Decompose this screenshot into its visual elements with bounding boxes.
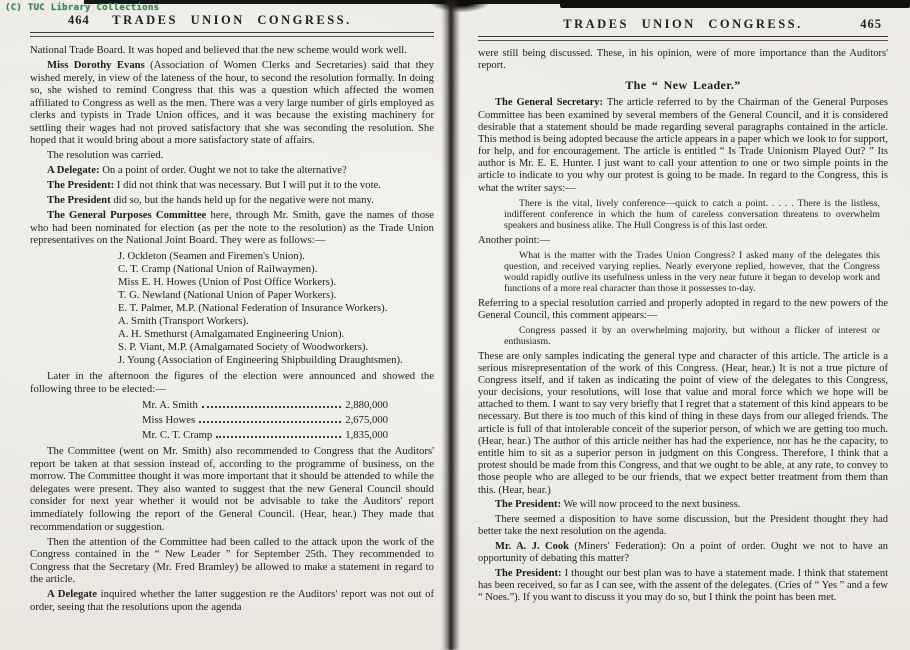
paragraph-text: inquired whether the latter suggestion re the Auditors' report was not out of order, seeing that the resolutions upon the agenda [30,588,435,613]
paragraph-text: here, through Mr. Smith, gave the names of those who had been nominated for election (as per the note to the resolution) as the Trade Union representatives on the National Joint Board. They were as follows:— [30,209,435,247]
page-left [16,0,442,650]
election-row [142,413,388,428]
election-results [142,398,388,443]
paragraph [478,298,888,322]
dot-leader [216,428,341,438]
paragraph [478,235,888,247]
page-number-right: 465 [860,17,882,31]
paragraph [478,48,888,72]
paragraph-text: These are only samples indicating the general type and character of this article. The article is a serious misrepresentation of the work of this Congress. (Hear, hear.) It is not a true picture of Congress itself, and if taken as indicating the point of view of the delegates to this Congress, your decisions, your resolutions, will lose that value and moral force which we hope will be attached to them. I want to say very briefly that I regret that a statement of this kind appears to be necessary. But there is too much of this kind of thing in these days from our alleged friends. The article is full of that intolerable conceit of the superior person, of which we are getting too much. (Hear, hear.) The author of this article neither has had the experience, nor has he the capacity, to entitle him to sit as a superior person in judgment on this Congress. Therefore, I think that a protest should be made from this Congress, and that we ought to be able, at any rate, to convey to those people who are alleged to be our friends, that we expect better treatment from them than this. (Hear, hear.) [478,350,888,496]
speaker-lead: The General Purposes Committee [47,209,207,222]
candidate-name: Mr. A. Smith [142,398,198,411]
block-quote: Congress passed it by an overwhelming majority, but without a flicker of interest or enthusiasm. [504,325,880,348]
vote-count: 1,835,000 [345,428,388,441]
speaker-lead: The President [47,194,111,207]
dot-leader [202,398,341,408]
paragraph-text: Later in the afternoon the figures of the election were announced and showed the following three to be elected:— [30,370,434,395]
page-number-left: 464 [68,13,90,27]
paragraph-text: were still being discussed. These, in his opinion, were of more importance than the Auditors' report. [478,48,888,72]
paragraph [478,351,888,497]
paragraph [30,179,434,192]
paragraph-text: I thought our best plan was to have a statement made. I think that statement has been received, so far as I can see, with the assent of the delegates. (Cries of “ Yes ” and a few “ Noes.”). If you want to discuss it you may do so, but I think the point has been met. [478,567,888,603]
page-gutter-line [449,0,453,650]
paragraph [478,568,888,605]
paragraph-text: There seemed a disposition to have some discussion, but the President thought they had better take the next resolution on the agenda. [478,513,888,538]
paragraph-text: Then the attention of the Committee had been called to the attack upon the work of the Congress contained in the “ New Leader ” for September 25th. They recommended to Congress that the Secretary (Mr. Fred Bramley) be allowed to make a statement in regard to the article. [30,535,434,586]
paragraph-text: did so, but the hands held up for the negative were not many. [110,194,374,207]
block-quote: What is the matter with the Trades Union Congress? I asked many of the delegates this question, and received varying replies. Nearly everyone replied, however, that the Congress would rapidly outlive its usefulness unless in the very near future it began to develop work and functions of a more real character than those it possesses to-day. [504,249,880,295]
list-item: A. H. Smethurst (Amalgamated Engineering Union). [118,328,345,341]
speaker-lead: A Delegate: [47,164,100,177]
paragraph-text: Referring to a special resolution carried and properly adopted in regard to the new powers of the General Council, this comment appears:— [478,297,888,321]
list-item: T. G. Newland (National Union of Paper Workers). [118,288,337,301]
section-heading: The “ New Leader.” [625,78,741,93]
election-row [142,398,388,413]
list-item: J. Ockleton (Seamen and Firemen's Union). [118,249,305,262]
paragraph [478,499,888,511]
speaker-lead: The President: [47,179,115,192]
page-right [466,0,902,650]
paragraph-text: I did not think that was necessary. But I will put it to the vote. [114,179,381,192]
paragraph-text: (Association of Women Clerks and Secretaries) said that they wished merely, in view of the lateness of the hour, to second the resolution formally. In doing so, she wished to remind Congress that this was a question which affected the women affiliated to Congress as well as the men. There was a very large number of girls employed as clerks and typists in Trade Union offices, and it was because the existing machinery for settling their wages had not proved satisfactory that she was seconding the resolution. She hoped that it would bring about a more satisfactory state of affairs. [30,59,434,147]
paragraph [30,194,434,207]
block-quote: There is the vital, lively conference—quick to catch a point. . . . . There is the listless, indifferent conference in which the hum of careless conversation threatens to overwhelm speakers and business alike. The Hull Congress is of this last order. [504,197,880,232]
speaker-lead: The President: [495,567,562,579]
paragraph-text: (Miners' Federation): On a point of order. Ought we not to have an opportunity of debating this matter? [478,540,888,564]
nominee-list [118,250,434,367]
list-item: E. T. Palmer, M.P. (National Federation of Insurance Workers). [118,301,388,314]
paragraph [30,149,434,162]
paragraph-text: The Committee (went on Mr. Smith) also recommended to Congress that the Auditors' report be taken at that session instead of, according to the programme of business, on the morrow. The Committee thought it was more important that it should be attended to while the delegates were present. They also wanted to suggest that the new General Council should consider for next year whether it would not be advisable to take the Auditors' report immediately following the report of the General Council. (Hear, hear.) They made that recommendation or suggestion. [30,445,434,533]
paragraph-text: The article referred to by the Chairman of the General Purposes Committee has been examined by several members of the General Council, and it is considered desirable that a statement should be made regarding several paragraphs contained in the article. This method is being adopted because the article appears in a paper which we look to for support, for help, and for encouragement. The article is entitled “ Is Trade Unionism Played Out? ” Its author is Mr. E. E. Hunter. I just want to call your attention to one or two simple points in the article to indicate to you why our protest is going to be made. In regard to the Congress, this is what the writer says:— [478,97,889,194]
header-rule-left [30,32,434,37]
paragraph [30,370,434,395]
paragraph-text: On a point of order. Ought we not to take the alternative? [99,164,347,177]
paragraph [30,445,434,533]
paragraph-text: National Trade Board. It was hoped and believed that the new scheme would work well. [30,44,407,56]
header-rule-right [478,36,888,41]
paragraph [478,97,888,194]
paragraph-text: Another point:— [478,234,551,246]
paragraph [30,164,434,177]
vote-count: 2,675,000 [345,413,388,426]
candidate-name: Mr. C. T. Cramp [142,428,213,441]
list-item: Miss E. H. Howes (Union of Post Office Workers). [118,275,337,288]
speaker-lead: Mr. A. J. Cook [495,540,569,552]
running-title-right: TRADES UNION CONGRESS. [563,17,803,31]
election-row [142,428,388,443]
running-title-left: TRADES UNION CONGRESS. [112,13,352,27]
speaker-lead: The General Secretary: [495,97,604,109]
list-item: C. T. Cramp (National Union of Railwaymen). [118,262,318,275]
page-header-left [30,13,434,28]
paragraph [30,588,434,613]
paragraph [30,536,434,586]
paragraph [478,514,888,538]
list-item: S. P. Viant, M.P. (Amalgamated Society of Woodworkers). [118,341,369,354]
paragraph-text: We will now proceed to the next business. [561,499,741,511]
paragraph-text: The resolution was carried. [47,149,164,162]
speaker-lead: The President: [495,499,562,511]
candidate-name: Miss Howes [142,413,196,426]
paragraph [478,541,888,565]
paragraph [30,44,434,57]
speaker-lead: Miss Dorothy Evans [47,59,145,72]
speaker-lead: A Delegate [47,588,97,601]
library-watermark: (C) TUC Library Collections [5,3,160,13]
paragraph [30,209,434,247]
dot-leader [199,413,341,423]
vote-count: 2,880,000 [345,398,388,411]
list-item: A. Smith (Transport Workers). [118,314,249,327]
paragraph [30,59,434,147]
list-item: J. Young (Association of Engineering Shipbuilding Draughtsmen). [118,354,403,367]
page-header-right [478,17,888,32]
